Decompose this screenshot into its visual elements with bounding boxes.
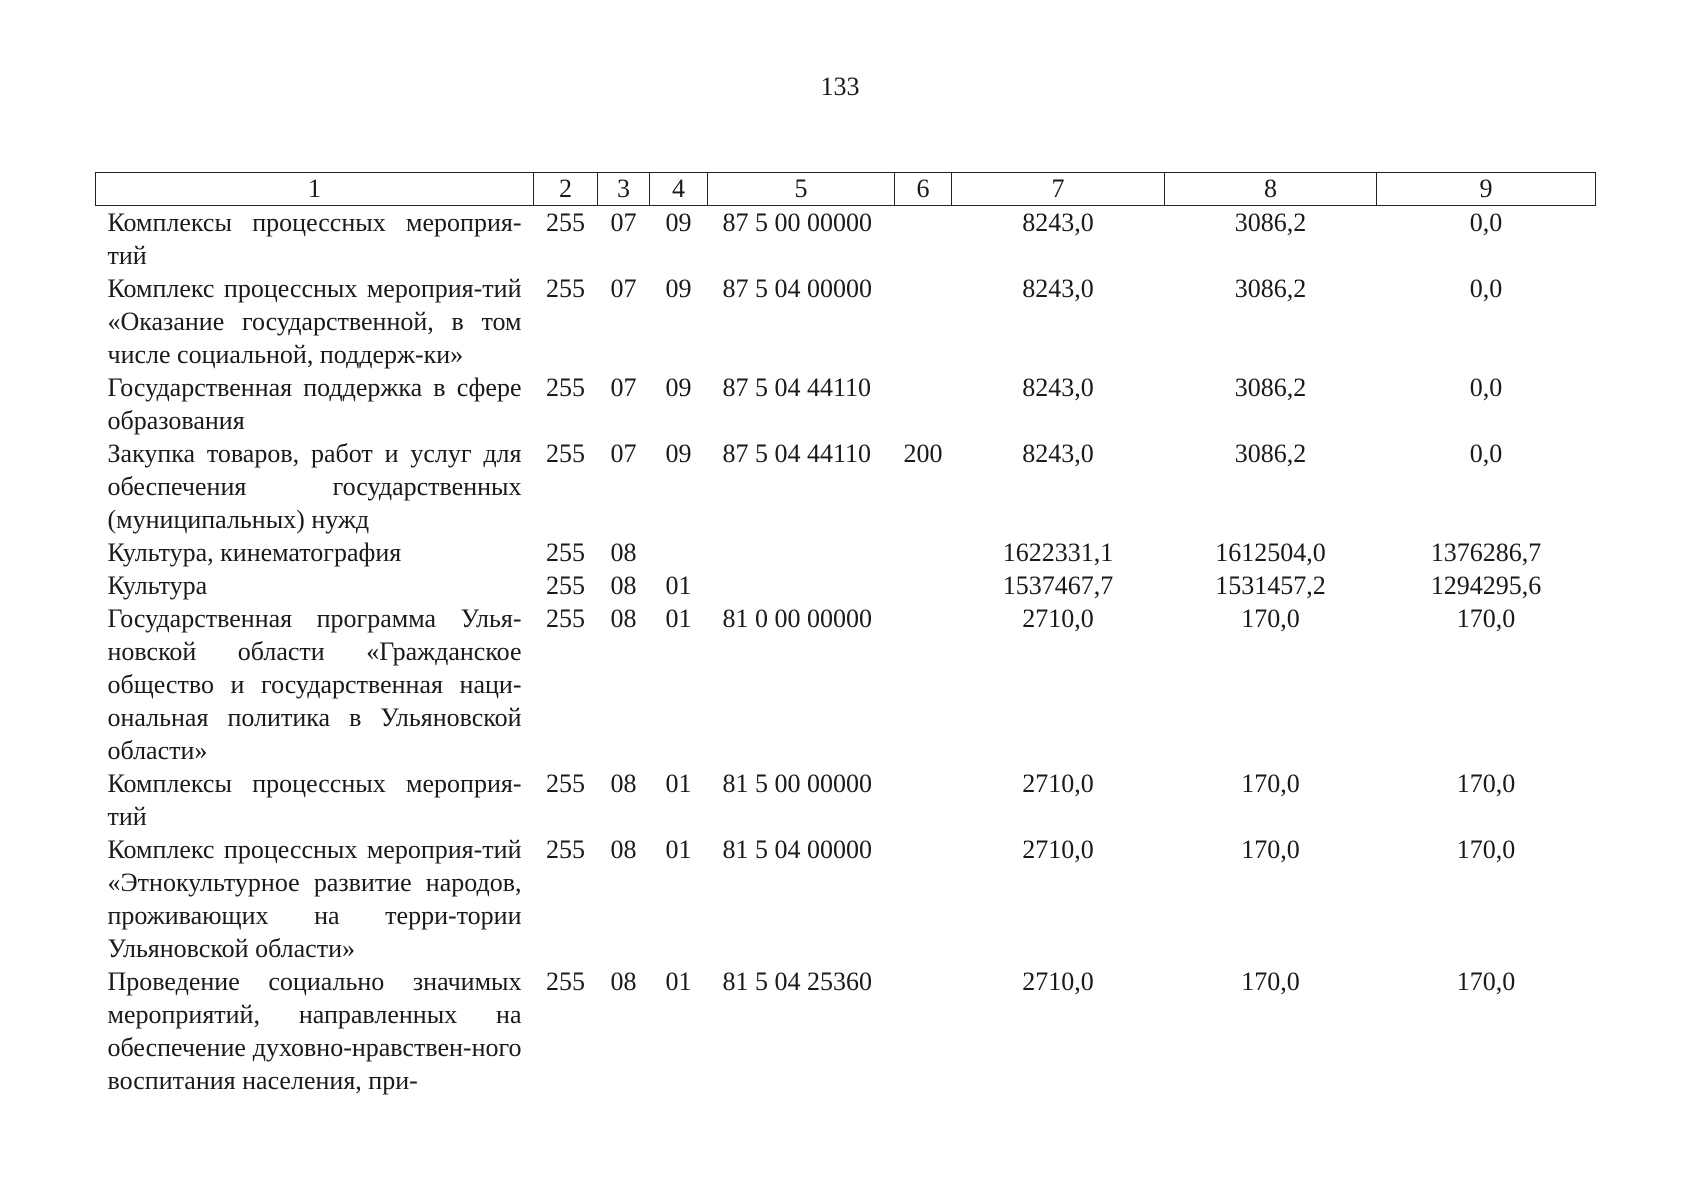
row-department-code: 255 xyxy=(546,835,585,864)
row-value-col9: 0,0 xyxy=(1469,439,1503,468)
row-section-code: 08 xyxy=(610,604,637,633)
table-row xyxy=(96,371,1596,437)
table-header xyxy=(96,173,1596,206)
row-section-code: 08 xyxy=(610,571,637,600)
row-value-col7: 2710,0 xyxy=(1022,604,1094,633)
row-expense-type xyxy=(895,833,952,965)
column-header-4: 4 xyxy=(650,173,708,206)
row-subsection-code: 09 xyxy=(665,373,692,402)
row-value-col8: 3086,2 xyxy=(1234,274,1307,303)
row-value-col8: 170,0 xyxy=(1241,769,1300,798)
row-value-col9: 170,0 xyxy=(1456,967,1516,996)
table-body xyxy=(96,206,1596,1098)
row-name: Государственная поддержка в сфере образования xyxy=(107,373,522,435)
row-name: Закупка товаров, работ и услуг для обеспечения государственных (муниципальных) нужд xyxy=(107,439,522,534)
row-expense-type xyxy=(895,536,952,569)
row-expense-type xyxy=(895,371,952,437)
row-expense-type xyxy=(895,602,952,767)
row-value-col7: 8243,0 xyxy=(1022,439,1094,468)
row-value-col9: 0,0 xyxy=(1469,274,1503,303)
row-subsection-code: 01 xyxy=(665,967,692,996)
row-value-col8: 3086,2 xyxy=(1234,439,1307,468)
row-target-article: 87 5 04 44110 xyxy=(722,373,872,402)
row-value-col9: 170,0 xyxy=(1456,835,1516,864)
row-department-code: 255 xyxy=(546,769,585,798)
row-subsection-code: 09 xyxy=(665,274,692,303)
row-expense-type: 200 xyxy=(903,439,943,468)
row-section-code: 08 xyxy=(610,967,637,996)
column-header-3: 3 xyxy=(598,173,650,206)
row-department-code: 255 xyxy=(546,967,585,996)
row-name: Государственная программа Улья-новской области «Гражданское общество и государственная наци-ональная политика в Ульяновской области» xyxy=(107,604,522,765)
row-name: Культура xyxy=(107,571,208,600)
row-expense-type xyxy=(895,767,952,833)
row-department-code: 255 xyxy=(546,274,585,303)
row-expense-type xyxy=(895,965,952,1097)
table-row xyxy=(96,536,1596,569)
row-value-col9: 170,0 xyxy=(1456,604,1516,633)
row-target-article: 87 5 04 00000 xyxy=(722,274,872,303)
row-target-article: 87 5 04 44110 xyxy=(722,439,872,468)
row-target-article xyxy=(708,536,895,569)
row-department-code: 255 xyxy=(546,604,585,633)
header-row xyxy=(96,173,1596,206)
row-section-code: 07 xyxy=(610,208,637,237)
row-value-col8: 3086,2 xyxy=(1234,373,1307,402)
row-department-code: 255 xyxy=(546,571,585,600)
table-row xyxy=(96,965,1596,1097)
table-row xyxy=(96,602,1596,767)
row-value-col8: 3086,2 xyxy=(1234,208,1307,237)
row-subsection-code xyxy=(650,536,708,569)
row-value-col9: 1294295,6 xyxy=(1430,571,1542,600)
table-row xyxy=(96,437,1596,536)
row-section-code: 07 xyxy=(610,439,637,468)
row-subsection-code: 01 xyxy=(665,571,692,600)
row-section-code: 07 xyxy=(610,373,637,402)
row-department-code: 255 xyxy=(546,439,585,468)
row-value-col8: 170,0 xyxy=(1241,604,1300,633)
row-section-code: 08 xyxy=(610,835,637,864)
row-subsection-code: 09 xyxy=(665,439,692,468)
row-section-code: 08 xyxy=(610,538,637,567)
row-value-col8: 1531457,2 xyxy=(1215,571,1326,600)
column-header-2: 2 xyxy=(534,173,598,206)
table-row xyxy=(96,206,1596,273)
row-value-col8: 1612504,0 xyxy=(1215,538,1326,567)
table-row xyxy=(96,767,1596,833)
table-row xyxy=(96,833,1596,965)
row-name: Комплекс процессных мероприя-тий «Этнокультурное развитие народов, проживающих на терри-тории Ульяновской области» xyxy=(107,835,522,963)
table-row xyxy=(96,569,1596,602)
table-row xyxy=(96,272,1596,371)
row-section-code: 07 xyxy=(610,274,637,303)
row-target-article: 81 5 04 00000 xyxy=(722,835,872,864)
row-value-col8: 170,0 xyxy=(1241,967,1300,996)
row-value-col7: 2710,0 xyxy=(1022,967,1094,996)
row-value-col9: 0,0 xyxy=(1469,208,1503,237)
row-value-col9: 0,0 xyxy=(1469,373,1503,402)
row-subsection-code: 01 xyxy=(665,604,692,633)
column-header-1: 1 xyxy=(96,173,534,206)
row-department-code: 255 xyxy=(546,208,585,237)
row-department-code: 255 xyxy=(546,538,585,567)
column-header-5: 5 xyxy=(708,173,895,206)
row-target-article: 81 0 00 00000 xyxy=(722,604,872,633)
row-target-article: 81 5 00 00000 xyxy=(722,769,872,798)
row-value-col7: 8243,0 xyxy=(1022,274,1094,303)
row-name: Проведение социально значимых мероприятий, направленных на обеспечение духовно-нравствен-ного воспитания населения, при- xyxy=(107,967,522,1095)
row-value-col7: 2710,0 xyxy=(1022,769,1094,798)
column-header-7: 7 xyxy=(952,173,1165,206)
column-header-6: 6 xyxy=(895,173,952,206)
row-value-col9: 170,0 xyxy=(1456,769,1516,798)
page-number: 133 xyxy=(820,72,860,101)
row-expense-type xyxy=(895,569,952,602)
row-value-col8: 170,0 xyxy=(1241,835,1300,864)
row-subsection-code: 01 xyxy=(665,769,692,798)
row-expense-type xyxy=(895,206,952,273)
row-target-article: 81 5 04 25360 xyxy=(722,967,872,996)
row-expense-type xyxy=(895,272,952,371)
row-subsection-code: 09 xyxy=(665,208,692,237)
row-name: Комплексы процессных мероприя-тий xyxy=(107,769,522,831)
column-header-9: 9 xyxy=(1377,173,1596,206)
budget-table xyxy=(95,172,1596,1097)
row-subsection-code: 01 xyxy=(665,835,692,864)
row-target-article: 87 5 00 00000 xyxy=(722,208,872,237)
row-name: Комплекс процессных мероприя-тий «Оказание государственной, в том числе социальной, поддерж-ки» xyxy=(107,274,522,369)
row-value-col7: 8243,0 xyxy=(1022,373,1094,402)
row-name: Комплексы процессных мероприя-тий xyxy=(107,208,522,270)
row-target-article xyxy=(708,569,895,602)
row-value-col9: 1376286,7 xyxy=(1430,538,1542,567)
row-value-col7: 1537467,7 xyxy=(1002,571,1114,600)
row-name: Культура, кинематография xyxy=(107,538,402,567)
column-header-8: 8 xyxy=(1165,173,1377,206)
row-value-col7: 2710,0 xyxy=(1022,835,1094,864)
row-section-code: 08 xyxy=(610,769,637,798)
row-department-code: 255 xyxy=(546,373,585,402)
row-value-col7: 1622331,1 xyxy=(1002,538,1114,567)
row-value-col7: 8243,0 xyxy=(1022,208,1094,237)
